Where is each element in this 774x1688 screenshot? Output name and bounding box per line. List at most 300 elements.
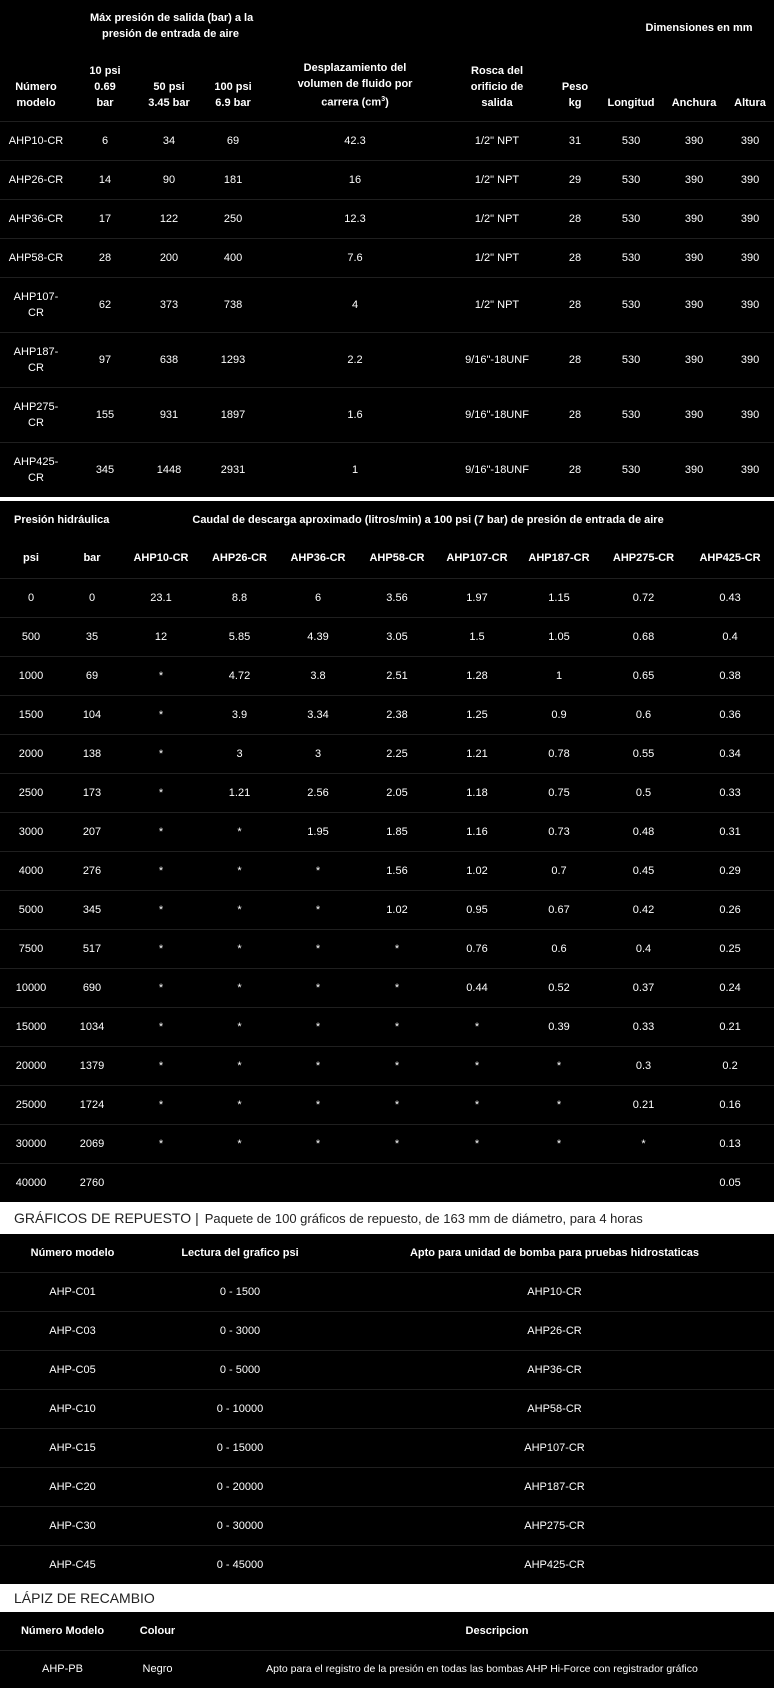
value-cell: 1/2" NPT xyxy=(444,121,550,160)
flow-cell: * xyxy=(200,1085,279,1124)
value-cell: 155 xyxy=(72,387,138,442)
value-cell: 31 xyxy=(550,121,600,160)
value-cell: 62 xyxy=(72,277,138,332)
table-row xyxy=(0,734,774,773)
bar-cell: 104 xyxy=(62,695,122,734)
title-separator: | xyxy=(195,1210,199,1226)
psi-cell: 40000 xyxy=(0,1163,62,1202)
column-header: Apto para unidad de bomba para pruebas hidrostaticas xyxy=(409,1246,700,1259)
value-cell: 17 xyxy=(72,199,138,238)
flow-cell: * xyxy=(517,1046,601,1085)
flow-cell: 5.85 xyxy=(200,617,279,656)
table-cell: AHP58-CR xyxy=(335,1389,774,1428)
flow-cell: 3.34 xyxy=(279,695,357,734)
flow-cell: * xyxy=(437,1085,517,1124)
table-cell: AHP107-CR xyxy=(335,1428,774,1467)
value-cell: 1448 xyxy=(138,442,200,497)
flow-cell: 1.21 xyxy=(200,773,279,812)
flow-cell: * xyxy=(122,1124,200,1163)
flow-cell: 1.5 xyxy=(437,617,517,656)
flow-cell: 0.36 xyxy=(686,695,774,734)
replacement-pencil-heading xyxy=(0,1584,774,1612)
table-cell: AHP-C45 xyxy=(0,1545,145,1584)
flow-cell: 0.16 xyxy=(686,1085,774,1124)
model-cell: AHP58-CR xyxy=(0,238,72,277)
column-header: bar xyxy=(83,552,101,565)
flow-cell: * xyxy=(601,1124,686,1163)
flow-cell: * xyxy=(357,1124,437,1163)
table-row xyxy=(0,812,774,851)
table-row xyxy=(0,1650,774,1688)
table-cell: AHP-C10 xyxy=(0,1389,145,1428)
value-cell: 122 xyxy=(138,199,200,238)
psi-cell: 4000 xyxy=(0,851,62,890)
bar-cell: 138 xyxy=(62,734,122,773)
table-row xyxy=(0,1350,774,1389)
table-row xyxy=(0,121,774,160)
flow-cell: 0.72 xyxy=(601,578,686,617)
flow-cell: * xyxy=(200,1046,279,1085)
table-row xyxy=(0,1389,774,1428)
value-cell: 390 xyxy=(662,238,726,277)
flow-cell: 1.95 xyxy=(279,812,357,851)
table-row xyxy=(0,929,774,968)
dimensions-title: Dimensiones en mm xyxy=(645,22,753,34)
psi-cell: 1500 xyxy=(0,695,62,734)
table-row xyxy=(0,277,774,332)
psi-cell: 0 xyxy=(0,578,62,617)
bar-cell: 1379 xyxy=(62,1046,122,1085)
flow-title: Caudal de descarga aproximado (litros/min) a 100 psi (7 bar) de presión de entrada de aire xyxy=(192,514,664,526)
value-cell: 250 xyxy=(200,199,266,238)
flow-cell: * xyxy=(122,656,200,695)
psi-cell: 3000 xyxy=(0,812,62,851)
table-cell: 0 - 3000 xyxy=(145,1311,335,1350)
value-cell: 14 xyxy=(72,160,138,199)
table-cell: AHP-C01 xyxy=(0,1272,145,1311)
table-row xyxy=(0,199,774,238)
model-cell: AHP425- CR xyxy=(0,442,72,497)
table-row xyxy=(0,160,774,199)
flow-cell: 0.9 xyxy=(517,695,601,734)
value-cell: 12.3 xyxy=(266,199,444,238)
value-cell: 530 xyxy=(600,160,662,199)
bar-cell: 690 xyxy=(62,968,122,1007)
value-cell: 638 xyxy=(138,332,200,387)
flow-cell: 1.18 xyxy=(437,773,517,812)
specs-table xyxy=(0,0,774,497)
flow-cell: 0.65 xyxy=(601,656,686,695)
section-title: LÁPIZ DE RECAMBIO xyxy=(14,1590,155,1606)
flow-cell: * xyxy=(437,1046,517,1085)
col-height: Altura xyxy=(734,96,766,109)
flow-cell: * xyxy=(122,890,200,929)
flow-cell: 0.48 xyxy=(601,812,686,851)
flow-cell: * xyxy=(357,1007,437,1046)
flow-cell: 1.05 xyxy=(517,617,601,656)
table-row xyxy=(0,1124,774,1163)
model-cell: AHP187- CR xyxy=(0,332,72,387)
flow-cell: * xyxy=(357,968,437,1007)
flow-cell: 0.7 xyxy=(517,851,601,890)
col-length: Longitud xyxy=(607,96,655,109)
flow-cell xyxy=(200,1163,279,1202)
value-cell: 34 xyxy=(138,121,200,160)
flow-cell: 1 xyxy=(517,656,601,695)
value-cell: 345 xyxy=(72,442,138,497)
table-row xyxy=(0,1467,774,1506)
flow-cell: * xyxy=(279,968,357,1007)
psi-cell: 20000 xyxy=(0,1046,62,1085)
column-header: AHP58-CR xyxy=(369,552,425,565)
col-displacement: Desplazamiento del volumen de fluido por carrera $(cm^3)$ xyxy=(297,61,413,109)
column-header: AHP10-CR xyxy=(133,552,189,565)
flow-cell: * xyxy=(437,1124,517,1163)
value-cell: 1293 xyxy=(200,332,266,387)
table-row xyxy=(0,1046,774,1085)
value-cell: 931 xyxy=(138,387,200,442)
flow-cell: * xyxy=(279,929,357,968)
column-header: AHP107-CR xyxy=(446,552,508,565)
pencil-table xyxy=(0,1612,774,1688)
table-row xyxy=(0,1272,774,1311)
flow-cell: 0.78 xyxy=(517,734,601,773)
hydraulic-pressure-label: Presión hidráulica xyxy=(14,514,110,526)
table-cell: 0 - 30000 xyxy=(145,1506,335,1545)
flow-cell: 0.67 xyxy=(517,890,601,929)
flow-cell: 0.13 xyxy=(686,1124,774,1163)
table-cell: 0 - 5000 xyxy=(145,1350,335,1389)
value-cell: 390 xyxy=(662,442,726,497)
value-cell: 16 xyxy=(266,160,444,199)
value-cell: 2931 xyxy=(200,442,266,497)
bar-cell: 2069 xyxy=(62,1124,122,1163)
flow-table xyxy=(0,501,774,1202)
value-cell: 1/2" NPT xyxy=(444,238,550,277)
table-cell: AHP187-CR xyxy=(335,1467,774,1506)
column-header: Número Modelo xyxy=(20,1624,105,1637)
flow-cell: 0.31 xyxy=(686,812,774,851)
flow-cell: 3.9 xyxy=(200,695,279,734)
bar-cell: 173 xyxy=(62,773,122,812)
flow-cell: * xyxy=(122,1046,200,1085)
column-header: AHP36-CR xyxy=(290,552,346,565)
col-100psi: 100 psi 6.9 bar xyxy=(214,80,252,109)
flow-cell: 2.05 xyxy=(357,773,437,812)
flow-cell: 2.51 xyxy=(357,656,437,695)
flow-cell: * xyxy=(357,929,437,968)
flow-cell: 2.38 xyxy=(357,695,437,734)
flow-cell: 0.29 xyxy=(686,851,774,890)
flow-cell: * xyxy=(200,1124,279,1163)
flow-cell: 12 xyxy=(122,617,200,656)
value-cell: 530 xyxy=(600,387,662,442)
psi-cell: 10000 xyxy=(0,968,62,1007)
flow-cell: * xyxy=(517,1124,601,1163)
flow-cell: 0.55 xyxy=(601,734,686,773)
flow-cell: 0.37 xyxy=(601,968,686,1007)
value-cell: 28 xyxy=(550,199,600,238)
flow-cell: 0.05 xyxy=(686,1163,774,1202)
table-cell: 0 - 15000 xyxy=(145,1428,335,1467)
flow-cell: 1.97 xyxy=(437,578,517,617)
psi-cell: 30000 xyxy=(0,1124,62,1163)
flow-cell: * xyxy=(357,1085,437,1124)
value-cell: 390 xyxy=(662,332,726,387)
flow-cell xyxy=(437,1163,517,1202)
flow-cell: 0.38 xyxy=(686,656,774,695)
flow-cell: 0.24 xyxy=(686,968,774,1007)
value-cell: 28 xyxy=(550,332,600,387)
table-cell: 0 - 20000 xyxy=(145,1467,335,1506)
column-header: Colour xyxy=(139,1624,176,1637)
table-cell: Negro xyxy=(125,1650,190,1688)
flow-cell: * xyxy=(279,1007,357,1046)
value-cell: 69 xyxy=(200,121,266,160)
flow-cell: 4.72 xyxy=(200,656,279,695)
flow-cell: 1.85 xyxy=(357,812,437,851)
flow-cell: 1.28 xyxy=(437,656,517,695)
flow-cell: 6 xyxy=(279,578,357,617)
value-cell: 390 xyxy=(726,160,774,199)
value-cell: 530 xyxy=(600,442,662,497)
table-row xyxy=(0,1007,774,1046)
flow-cell: 23.1 xyxy=(122,578,200,617)
value-cell: 9/16"-18UNF xyxy=(444,387,550,442)
flow-cell: 0.44 xyxy=(437,968,517,1007)
value-cell: 7.6 xyxy=(266,238,444,277)
bar-cell: 35 xyxy=(62,617,122,656)
table-cell: AHP-C20 xyxy=(0,1467,145,1506)
flow-cell: 0.42 xyxy=(601,890,686,929)
flow-cell: 3 xyxy=(279,734,357,773)
column-header: AHP425-CR xyxy=(699,552,761,565)
flow-cell: * xyxy=(122,929,200,968)
table-row xyxy=(0,695,774,734)
bar-cell: 207 xyxy=(62,812,122,851)
flow-cell: * xyxy=(122,812,200,851)
table-cell: AHP-C05 xyxy=(0,1350,145,1389)
value-cell: 28 xyxy=(550,387,600,442)
bar-cell: 1034 xyxy=(62,1007,122,1046)
value-cell: 390 xyxy=(726,387,774,442)
value-cell: 1/2" NPT xyxy=(444,277,550,332)
table-row xyxy=(0,656,774,695)
flow-cell: 1.02 xyxy=(437,851,517,890)
bar-cell: 517 xyxy=(62,929,122,968)
value-cell: 530 xyxy=(600,238,662,277)
flow-cell: 8.8 xyxy=(200,578,279,617)
flow-cell: * xyxy=(122,1085,200,1124)
value-cell: 1897 xyxy=(200,387,266,442)
flow-cell: 1.56 xyxy=(357,851,437,890)
value-cell: 181 xyxy=(200,160,266,199)
value-cell: 1.6 xyxy=(266,387,444,442)
max-pressure-title: Máx presión de salida (bar) a la presión de entrada de aire xyxy=(90,12,254,40)
flow-cell xyxy=(122,1163,200,1202)
flow-cell: 0.4 xyxy=(601,929,686,968)
bar-cell: 0 xyxy=(62,578,122,617)
value-cell: 29 xyxy=(550,160,600,199)
table-cell: Apto para el registro de la presión en todas las bombas AHP Hi-Force con registrador gráfico xyxy=(190,1650,774,1688)
flow-cell: 2.25 xyxy=(357,734,437,773)
flow-cell: 0.39 xyxy=(517,1007,601,1046)
column-header: psi xyxy=(23,552,39,565)
flow-cell: * xyxy=(122,851,200,890)
psi-cell: 2000 xyxy=(0,734,62,773)
value-cell: 9/16"-18UNF xyxy=(444,442,550,497)
bar-cell: 2760 xyxy=(62,1163,122,1202)
flow-cell: * xyxy=(279,890,357,929)
value-cell: 390 xyxy=(726,238,774,277)
flow-cell: 0.26 xyxy=(686,890,774,929)
value-cell: 390 xyxy=(662,387,726,442)
value-cell: 390 xyxy=(662,277,726,332)
flow-cell: 0.21 xyxy=(686,1007,774,1046)
flow-cell: * xyxy=(122,695,200,734)
value-cell: 530 xyxy=(600,277,662,332)
value-cell: 390 xyxy=(662,199,726,238)
model-cell: AHP275- CR xyxy=(0,387,72,442)
flow-cell: 0.43 xyxy=(686,578,774,617)
flow-cell: 4.39 xyxy=(279,617,357,656)
table-row xyxy=(0,1085,774,1124)
table-row xyxy=(0,617,774,656)
flow-cell: 1.21 xyxy=(437,734,517,773)
table-row xyxy=(0,773,774,812)
flow-cell xyxy=(517,1163,601,1202)
table-row xyxy=(0,851,774,890)
value-cell: 28 xyxy=(550,277,600,332)
table-cell: AHP425-CR xyxy=(335,1545,774,1584)
flow-cell: 0.5 xyxy=(601,773,686,812)
flow-cell: 0.3 xyxy=(601,1046,686,1085)
table-row xyxy=(0,1311,774,1350)
value-cell: 4 xyxy=(266,277,444,332)
value-cell: 390 xyxy=(726,199,774,238)
table-row xyxy=(0,1163,774,1202)
value-cell: 400 xyxy=(200,238,266,277)
flow-cell: 0.25 xyxy=(686,929,774,968)
psi-cell: 7500 xyxy=(0,929,62,968)
flow-cell: 1.16 xyxy=(437,812,517,851)
bar-cell: 276 xyxy=(62,851,122,890)
flow-cell: * xyxy=(122,734,200,773)
value-cell: 390 xyxy=(726,121,774,160)
flow-cell: 0.33 xyxy=(686,773,774,812)
psi-cell: 2500 xyxy=(0,773,62,812)
column-header: Descripcion xyxy=(465,1624,529,1637)
value-cell: 28 xyxy=(550,238,600,277)
flow-cell: 1.25 xyxy=(437,695,517,734)
flow-cell: * xyxy=(200,851,279,890)
flow-cell: * xyxy=(122,968,200,1007)
flow-cell: 0.33 xyxy=(601,1007,686,1046)
value-cell: 390 xyxy=(726,442,774,497)
flow-cell: 1.02 xyxy=(357,890,437,929)
flow-cell: * xyxy=(279,1046,357,1085)
col-thread: Rosca del orificio de salida xyxy=(470,64,524,109)
flow-cell: 0.21 xyxy=(601,1085,686,1124)
flow-cell: 3.8 xyxy=(279,656,357,695)
column-header: AHP275-CR xyxy=(612,552,675,565)
value-cell: 373 xyxy=(138,277,200,332)
value-cell: 390 xyxy=(662,160,726,199)
flow-cell: 2.56 xyxy=(279,773,357,812)
flow-cell: * xyxy=(122,773,200,812)
table-cell: 0 - 1500 xyxy=(145,1272,335,1311)
flow-cell: 1.15 xyxy=(517,578,601,617)
flow-cell: * xyxy=(122,1007,200,1046)
value-cell: 2.2 xyxy=(266,332,444,387)
flow-cell: 0.34 xyxy=(686,734,774,773)
psi-cell: 500 xyxy=(0,617,62,656)
model-cell: AHP26-CR xyxy=(0,160,72,199)
value-cell: 530 xyxy=(600,121,662,160)
col-weight: Peso kg xyxy=(561,80,589,109)
flow-cell: 0.68 xyxy=(601,617,686,656)
value-cell: 90 xyxy=(138,160,200,199)
model-cell: AHP36-CR xyxy=(0,199,72,238)
table-row xyxy=(0,1428,774,1467)
flow-cell: 3.05 xyxy=(357,617,437,656)
value-cell: 28 xyxy=(550,442,600,497)
column-header: Lectura del grafico psi xyxy=(181,1246,299,1259)
table-row xyxy=(0,442,774,497)
table-row xyxy=(0,238,774,277)
flow-cell: 3 xyxy=(200,734,279,773)
value-cell: 97 xyxy=(72,332,138,387)
table-cell: AHP26-CR xyxy=(335,1311,774,1350)
flow-cell: * xyxy=(200,890,279,929)
value-cell: 738 xyxy=(200,277,266,332)
psi-cell: 25000 xyxy=(0,1085,62,1124)
flow-cell: 0.2 xyxy=(686,1046,774,1085)
value-cell: 6 xyxy=(72,121,138,160)
flow-cell: * xyxy=(279,851,357,890)
flow-cell: 0.95 xyxy=(437,890,517,929)
replacement-charts-heading xyxy=(0,1202,774,1234)
table-row xyxy=(0,387,774,442)
table-row xyxy=(0,1506,774,1545)
table-cell: AHP36-CR xyxy=(335,1350,774,1389)
table-row xyxy=(0,332,774,387)
value-cell: 390 xyxy=(662,121,726,160)
value-cell: 390 xyxy=(726,332,774,387)
flow-cell xyxy=(279,1163,357,1202)
model-cell: AHP107- CR xyxy=(0,277,72,332)
table-row xyxy=(0,968,774,1007)
flow-cell: 0.52 xyxy=(517,968,601,1007)
flow-cell xyxy=(357,1163,437,1202)
section-subtitle: Paquete de 100 gráficos de repuesto, de 163 mm de diámetro, para 4 horas xyxy=(204,1210,643,1226)
column-header: AHP187-CR xyxy=(528,552,590,565)
psi-cell: 5000 xyxy=(0,890,62,929)
table-cell: AHP-C03 xyxy=(0,1311,145,1350)
model-cell: AHP10-CR xyxy=(0,121,72,160)
col-10psi: 10 psi 0.69 bar xyxy=(89,64,121,109)
flow-cell: * xyxy=(357,1046,437,1085)
col-width: Anchura xyxy=(671,96,717,109)
flow-cell: 0.76 xyxy=(437,929,517,968)
flow-cell: 0.6 xyxy=(601,695,686,734)
table-cell: AHP275-CR xyxy=(335,1506,774,1545)
table-cell: 0 - 45000 xyxy=(145,1545,335,1584)
flow-cell: 0.45 xyxy=(601,851,686,890)
psi-cell: 1000 xyxy=(0,656,62,695)
col-model: Número modelo xyxy=(15,80,57,109)
flow-cell: * xyxy=(200,968,279,1007)
